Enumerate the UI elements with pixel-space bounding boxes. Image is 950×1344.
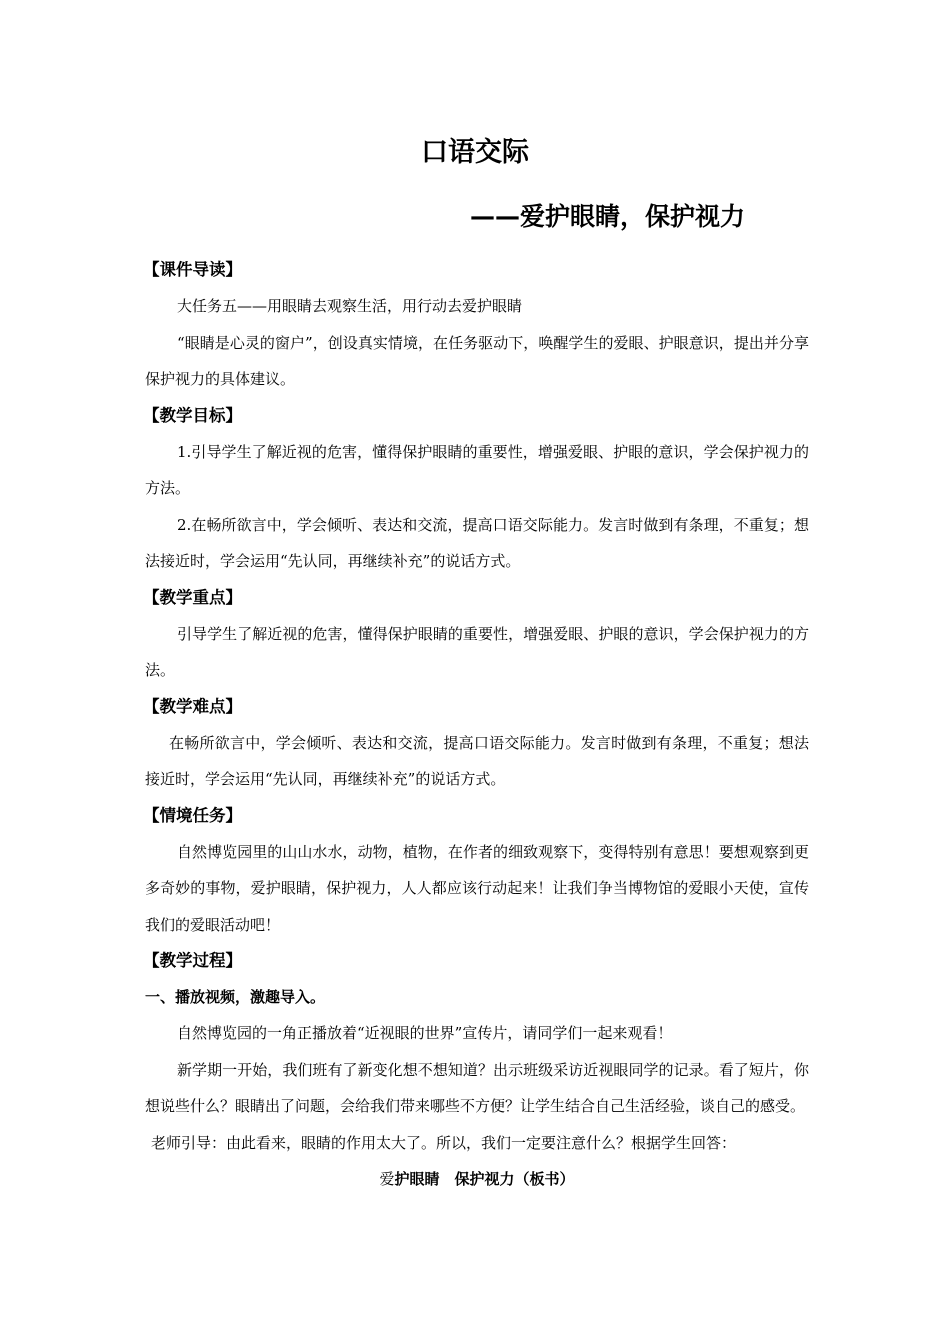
section-heading-process: 【教学过程】: [143, 951, 242, 970]
step-heading: 一、播放视频，激趣导入。: [145, 988, 326, 1006]
document-body: [145, 252, 809, 1197]
paragraph-teacher-guide: 老师引导：由此看来，眼睛的作用太大了。所以，我们一定要注意什么？根据学生回答：: [151, 1133, 737, 1152]
paragraph: 自然博览园的一角正播放着“近视眼的世界”宣传片，请同学们一起来观看！: [177, 1024, 673, 1042]
section-heading-guide: 【课件导读】: [143, 260, 242, 279]
paragraph: 自然博览园里的山山水水，动物，植物，在作者的细致观察下，变得特别有意思！要想观察到更多奇妙的事物，爱护眼睛，保护视力，人人都应该行动起来！让我们争当博物馆的爱眼小天使，宣传我们的爱眼活动吧！: [145, 842, 809, 934]
section-heading-difficulty: 【教学难点】: [143, 696, 242, 716]
document-subtitle: ——爱护眼睛，保护视力: [470, 202, 746, 231]
board-writing-text: 护眼睛 保护视力（板书）: [394, 1170, 575, 1188]
board-writing-first-char: 爱: [379, 1170, 395, 1188]
board-writing: [145, 1161, 809, 1197]
section-heading-goals: 【教学目标】: [143, 405, 242, 425]
paragraph: 在畅所欲言中，学会倾听、表达和交流，提高口语交际能力。发言时做到有条理，不重复；想法接近时，学会运用“先认同，再继续补充”的说话方式。: [145, 733, 809, 788]
section-heading-key: 【教学重点】: [143, 587, 242, 607]
paragraph: “眼睛是心灵的窗户”，创设真实情境，在任务驱动下，唤醒学生的爱眼、护眼意识，提出并分享保护视力的具体建议。: [145, 333, 809, 388]
paragraph: 1.引导学生了解近视的危害，懂得保护眼睛的重要性，增强爱眼、护眼的意识，学会保护视力的方法。: [145, 442, 809, 497]
document-title: 口语交际: [421, 137, 529, 168]
paragraph: 新学期一开始，我们班有了新变化想不想知道？出示班级采访近视眼同学的记录。看了短片，你想说些什么？眼睛出了问题，会给我们带来哪些不方便？让学生结合自己生活经验，谈自己的感受。: [145, 1060, 809, 1115]
paragraph: 引导学生了解近视的危害，懂得保护眼睛的重要性，增强爱眼、护眼的意识，学会保护视力的方法。: [145, 624, 809, 679]
section-heading-task: 【情境任务】: [143, 805, 242, 825]
paragraph: 大任务五——用眼睛去观察生活，用行动去爱护眼睛: [177, 297, 523, 315]
paragraph: 2.在畅所欲言中，学会倾听、表达和交流，提高口语交际能力。发言时做到有条理，不重复；想法接近时，学会运用“先认同，再继续补充”的说话方式。: [145, 515, 809, 570]
